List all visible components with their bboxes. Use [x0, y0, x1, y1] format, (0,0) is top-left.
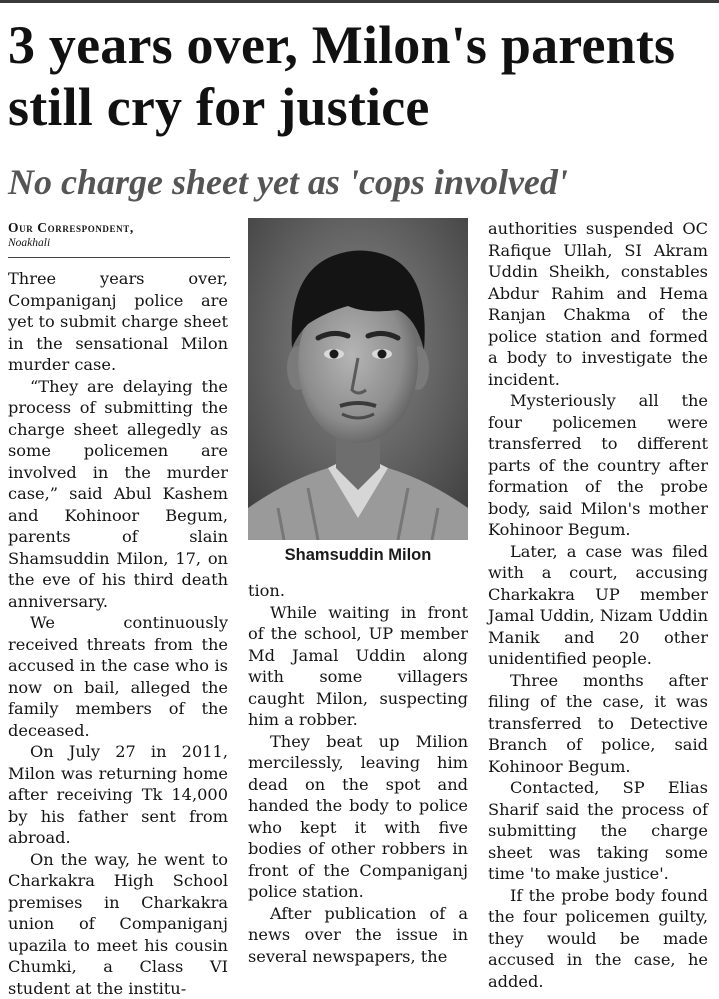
headline: 3 years over, Milon's parents still cry for justice — [8, 14, 716, 138]
paragraph: Three months after filing of the case, it was transferred to Detective Branch of police, said Kohinoor Begum. — [488, 670, 708, 778]
byline-location: Noakhali — [8, 237, 230, 249]
portrait-photo — [248, 218, 468, 540]
paragraph: They beat up Milion mercilessly, leaving him dead on the spot and handed the body to police who kept it with five bodies of other robbers in front of the Companiganj police station. — [248, 731, 468, 903]
paragraph: authorities suspended OC Rafique Ullah, SI Akram Uddin Sheikh, constables Abdur Rahim and Hema Ranjan Chakma of the police station and formed a body to investigate the incident. — [488, 218, 708, 390]
paragraph: While waiting in front of the school, UP member Md Jamal Uddin along with some villagers caught Milon, suspecting him a robber. — [248, 602, 468, 731]
top-rule — [0, 0, 719, 3]
paragraph: If the probe body found the four policemen guilty, they would be made accused in the case, he added. — [488, 885, 708, 993]
byline — [8, 220, 230, 258]
paragraph: “They are delaying the process of submitting the charge sheet allegedly as some policemen are involved in the murder case,” said Abul Kashem and Kohinoor Begum, parents of slain Shamsuddin Milon, 17, on the eve of his third death anniversary. — [8, 376, 228, 613]
article-column-2 — [248, 580, 468, 967]
article-column-1 — [8, 268, 228, 999]
byline-author: Our Correspondent, — [8, 220, 230, 236]
paragraph: Later, a case was filed with a court, accusing Charkakra UP member Jamal Uddin, Nizam Uddin Manik and 20 other unidentified people. — [488, 541, 708, 670]
article-column-3 — [488, 218, 708, 992]
paragraph: tion. — [248, 580, 468, 602]
subheadline: No charge sheet yet as 'cops involved' — [8, 160, 716, 204]
paragraph: On July 27 in 2011, Milon was returning home after receiving Tk 14,000 by his father sent from abroad. — [8, 741, 228, 849]
byline-divider — [8, 257, 230, 258]
paragraph: We continuously received threats from the accused in the case who is now on bail, alleged the family members of the deceased. — [8, 612, 228, 741]
portrait-image — [248, 218, 468, 540]
photo-caption: Shamsuddin Milon — [248, 546, 468, 565]
paragraph: Mysteriously all the four policemen were transferred to different parts of the country after formation of the probe body, said Milon's mother Kohinoor Begum. — [488, 390, 708, 541]
paragraph: Three years over, Companiganj police are yet to submit charge sheet in the sensational Milon murder case. — [8, 268, 228, 376]
paragraph: After publication of a news over the issue in several newspapers, the — [248, 903, 468, 968]
paragraph: On the way, he went to Charkakra High School premises in Charkakra union of Companiganj upazila to meet his cousin Chumki, a Class VI student at the institu- — [8, 849, 228, 999]
paragraph: Contacted, SP Elias Sharif said the process of submitting the charge sheet was taking some time 'to make justice'. — [488, 777, 708, 885]
